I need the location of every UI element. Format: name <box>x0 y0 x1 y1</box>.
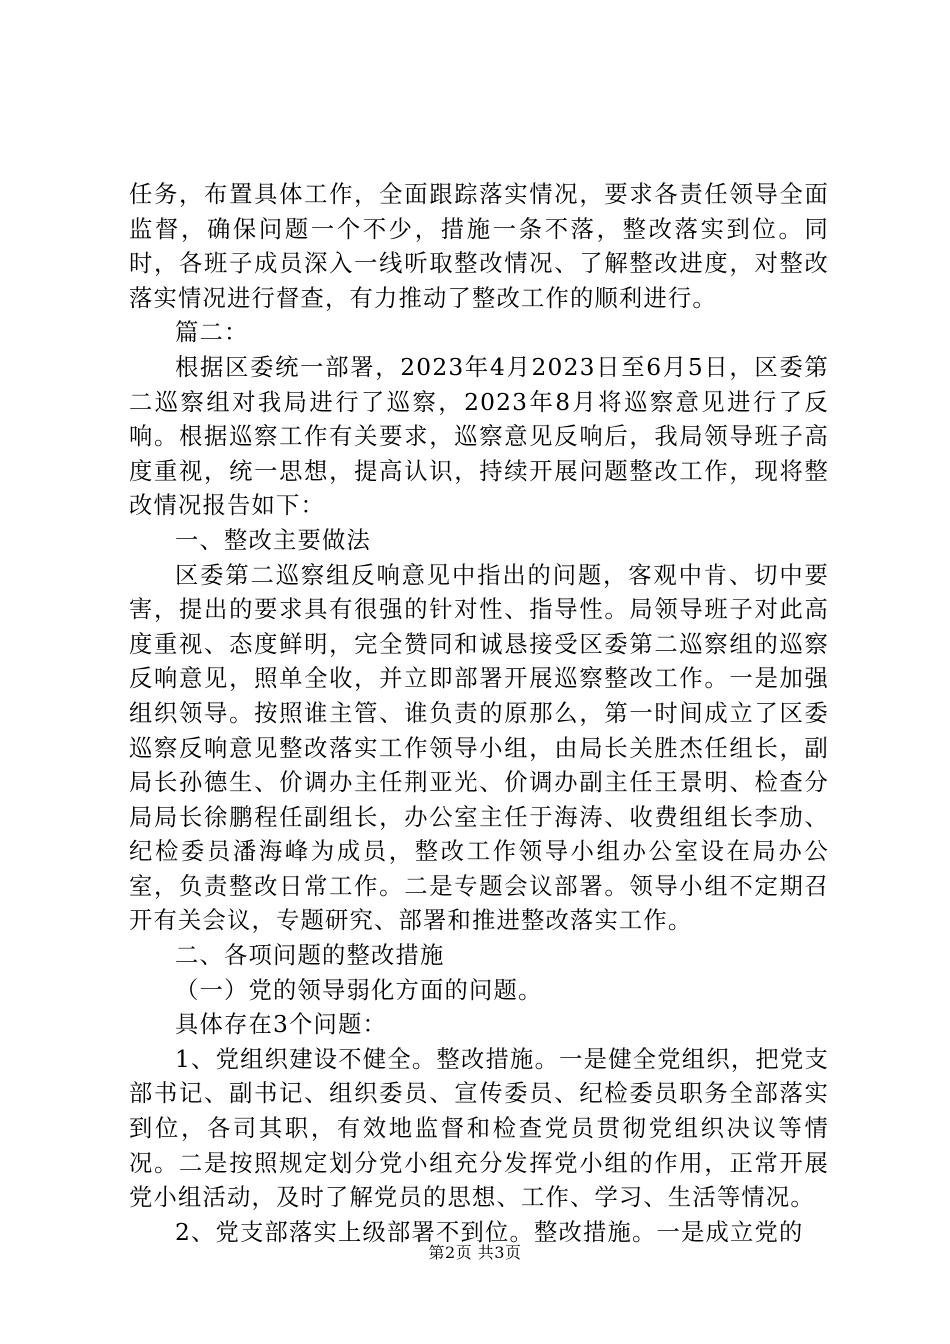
paragraph-problem-count: 具体存在3个问题： <box>175 1011 387 1039</box>
subheading-party-leadership: （一）党的领导弱化方面的问题。 <box>175 976 543 1004</box>
paragraph-continuation: 任务，布置具体工作，全面跟踪落实情况，要求各责任领导全面监督，确保问题一个不少，措施一条不落，整改落实到位。同时，各班子成员深入一线听取整改情况、了解整改进度，对整改落实情况进行督查，有力推动了整改工作的顺利进行。 <box>129 181 829 312</box>
paragraph-approaches: 区委第二巡察组反响意见中指出的问题，客观中肯、切中要害，提出的要求具有很强的针对性、指导性。局领导班子对此高度重视、态度鲜明，完全赞同和诚恳接受区委第二巡察组的巡察反响意见，照单全收，并立即部署开展巡察整改工作。一是加强组织领导。按照谁主管、谁负责的原那么，第一时间成立了区委巡察反响意见整改落实工作领导小组，由局长关胜杰任组长，副局长孙德生、价调办主任荆亚光、价调办副主任王景明、检查分局局长徐鹏程任副组长，办公室主任于海涛、收费组组长李劢、纪检委员潘海峰为成员，整改工作领导小组办公室设在局办公室，负责整改日常工作。二是专题会议部署。领导小组不定期召开有关会议，专题研究、部署和推进整改落实工作。 <box>129 561 829 935</box>
paragraph-intro: 根据区委统一部署，2023年4月2023日至6月5日，区委第二巡察组对我局进行了巡察，2023年8月将巡察意见进行了反响。根据巡察工作有关要求，巡察意见反响后，我局领导班子高度重视，统一思想，提高认识，持续开展问题整改工作，现将整改情况报告如下： <box>129 353 829 520</box>
document-body <box>129 178 829 1250</box>
heading-measures: 二、各项问题的整改措施 <box>175 942 445 970</box>
page-footer: 第2页 共3页 <box>428 1243 522 1262</box>
paragraph-item-2: 2、党支部落实上级部署不到位。整改措施。一是成立党的 <box>175 1218 804 1246</box>
section-heading-part-two: 篇二： <box>175 319 249 347</box>
paragraph-item-1: 1、党组织建设不健全。整改措施。一是健全党组织，把党支部书记、副书记、组织委员、宣传委员、纪检委员职务全部落实到位，各司其职，有效地监督和检查党员贯彻党组织决议等情况。二是按照规定划分党小组充分发挥党小组的作用，正常开展党小组活动，及时了解党员的思想、工作、学习、生活等情况。 <box>129 1045 829 1212</box>
heading-main-approaches: 一、整改主要做法 <box>175 526 371 554</box>
